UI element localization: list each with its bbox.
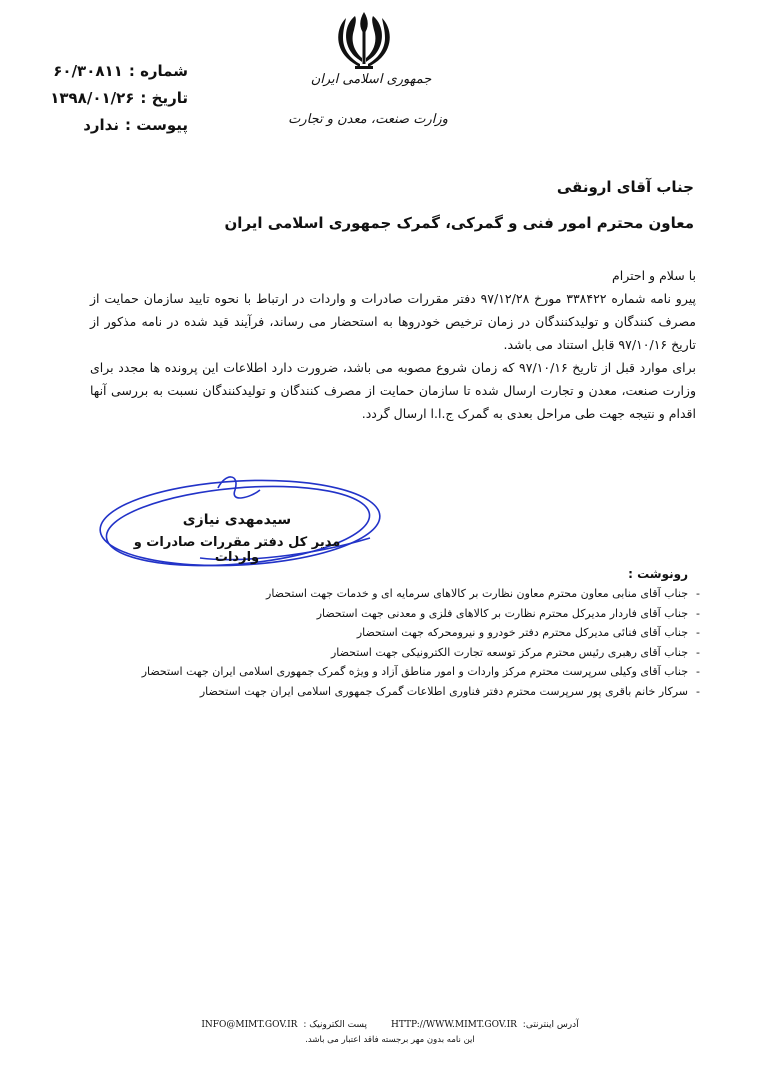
- list-item-text: جناب آقای فاردار مدیرکل محترم نظارت بر کالاهای فلزی و معدنی جهت استحضار: [316, 606, 689, 620]
- letter-attachment: [38, 112, 188, 139]
- list-item-text: جناب آقای رهبری رئیس محترم مرکز توسعه تجارت الکترونیکی جهت استحضار: [330, 645, 689, 659]
- list-item: [140, 623, 700, 643]
- greeting: با سلام و احترام: [612, 268, 696, 283]
- ministry-name: وزارت صنعت، معدن و تجارت: [288, 112, 448, 127]
- footer-website: [391, 1020, 579, 1030]
- number-value: ۶۰/۳۰۸۱۱: [53, 62, 123, 80]
- letter-number: [38, 58, 188, 85]
- footer-email: [201, 1020, 367, 1030]
- addressee-title: معاون محترم امور فنی و گمرکی، گمرک جمهوری اسلامی ایران: [224, 214, 694, 232]
- footer-contact: [200, 1020, 580, 1030]
- attachment-value: ندارد: [83, 116, 119, 134]
- signatory-title: مدیر کل دفتر مقررات صادرات و واردات: [133, 535, 341, 565]
- list-dash: -: [696, 684, 700, 698]
- copies-title: رونوشت :: [628, 567, 688, 581]
- list-item-text: جناب آقای منابی معاون محترم معاون نظارت بر کالاهای سرمایه ای و خدمات جهت استحضار: [266, 587, 689, 600]
- list-item: [140, 643, 700, 663]
- list-dash: -: [696, 587, 700, 600]
- body-paragraph: پیرو نامه شماره ۳۳۸۴۲۲ مورخ ۹۷/۱۲/۲۸ دفتر مقررات صادرات و واردات در ارتباط با نحوه تایید سازمان حمایت از مصرف کنندگان و تولیدکنندگان در زمان ترخیص خودروها به استحضار می رساند، فرآیند قید شده در نامه مذکور از تاریخ ۹۷/۱۰/۱۶ قابل استناد می باشد.: [90, 291, 696, 352]
- date-label: تاریخ :: [140, 89, 188, 107]
- body-paragraph: برای موارد قبل از تاریخ ۹۷/۱۰/۱۶ که زمان شروع مصوبه می باشد، ضرورت دارد اطلاعات این پرونده ها مجدد برای وزارت صنعت، معدن و تجارت ارسال شده تا سازمان حمایت از مصرف کنندگان و تولیدکنندگان نسبت به بررسی آنها اقدام و نتیجه جهت طی مراحل بعدی به گمرک ج.ا.ا ارسال گردد.: [90, 360, 696, 421]
- date-value: ۱۳۹۸/۰۱/۲۶: [50, 89, 135, 107]
- list-dash: -: [696, 626, 700, 639]
- list-dash: -: [696, 606, 700, 620]
- footer-note: این نامه بدون مهر برجسته فاقد اعتبار می باشد.: [305, 1035, 475, 1045]
- signature-area: [90, 468, 390, 588]
- number-label: شماره :: [128, 62, 188, 80]
- iran-emblem-icon: [333, 10, 395, 72]
- addressee-name: جناب آقای ارونقی: [556, 178, 694, 196]
- list-item-text: جناب آقای وکیلی سرپرست محترم مرکز واردات و امور مناطق آزاد و ویژه گمرک جمهوری اسلامی ایران جهت استحضار: [141, 665, 689, 678]
- list-item-text: جناب آقای فنائی مدیرکل محترم دفتر خودرو و نیرومحرکه جهت استحضار: [356, 626, 689, 639]
- email-value: INFO@MIMT.GOV.IR: [201, 1020, 298, 1030]
- letter-meta: [38, 58, 188, 139]
- page-footer: [200, 1020, 580, 1060]
- signatory-name: سیدمهدی نیازی: [182, 512, 292, 528]
- copies-list: [140, 584, 700, 701]
- list-item: [140, 604, 700, 624]
- letter-body: [90, 264, 696, 425]
- attachment-label: پیوست :: [124, 116, 188, 134]
- list-item: [140, 682, 700, 702]
- list-dash: -: [696, 665, 700, 678]
- letter-date: [38, 85, 188, 112]
- email-label: پست الکترونیک :: [303, 1020, 367, 1030]
- list-dash: -: [696, 645, 700, 659]
- list-item-text: سرکار خانم باقری پور سرپرست محترم دفتر فناوری اطلاعات گمرک جمهوری اسلامی ایران جهت استحضار: [199, 684, 689, 698]
- website-label: آدرس اینترنتی:: [522, 1020, 579, 1030]
- list-item: [140, 584, 700, 604]
- country-name: جمهوری اسلامی ایران: [310, 72, 432, 87]
- list-item: [140, 662, 700, 682]
- website-value: HTTP://WWW.MIMT.GOV.IR: [390, 1020, 517, 1030]
